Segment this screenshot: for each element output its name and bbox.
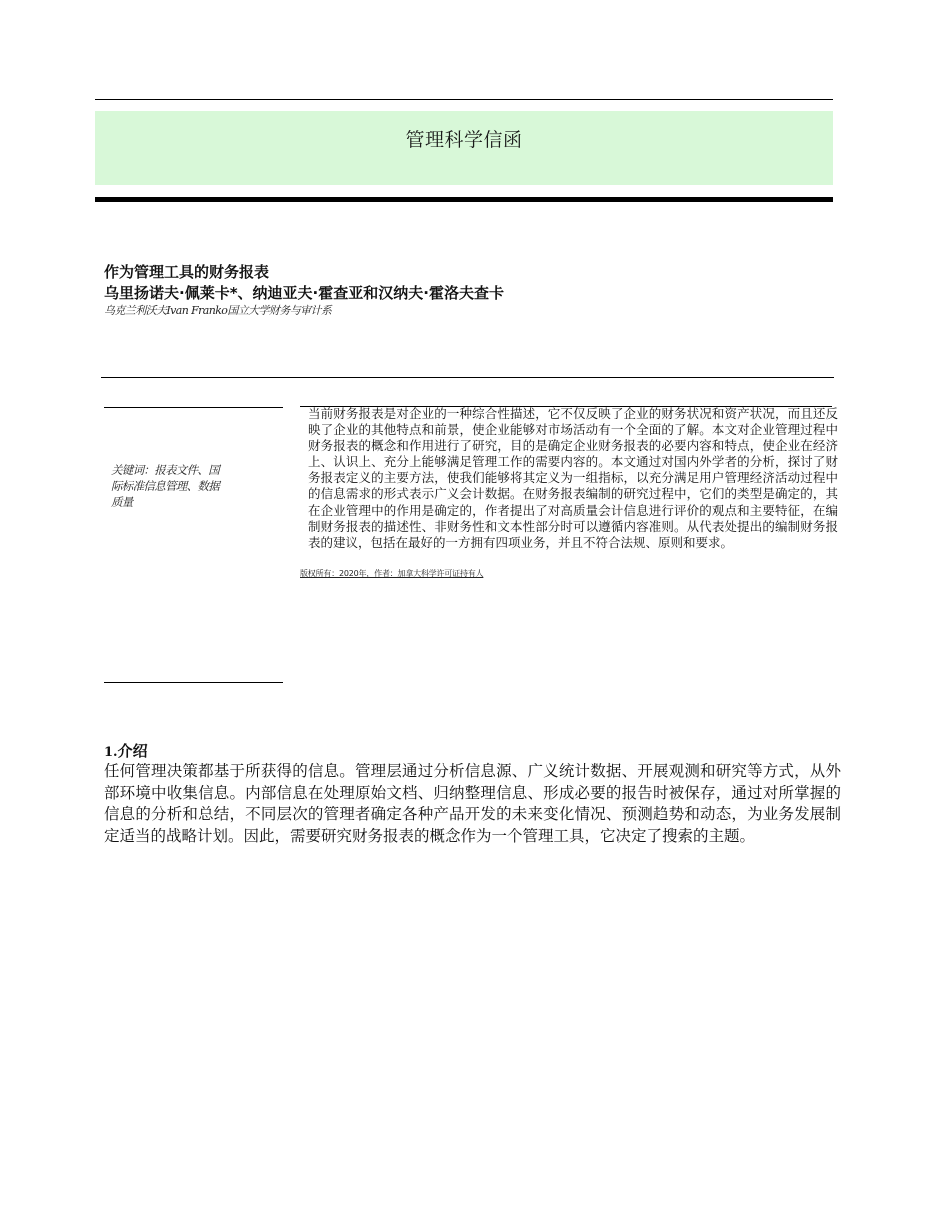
section-heading-introduction [104, 740, 148, 761]
section-heading-text: 介绍 [117, 742, 148, 760]
journal-header-band [95, 111, 833, 185]
introduction-paragraph: 任何管理决策都基于所获得的信息。管理层通过分析信息源、广义统计数据、开展观测和研究等方式，从外部环境中收集信息。内部信息在处理原始文档、归纳整理信息、形成必要的报告时被保存，通过对所掌握的信息的分析和总结，不同层次的管理者确定各种产品开发的未来变化情况、预测趋势和动态，为业务发展制定适当的战略计划。因此，需要研究财务报表的概念作为一个管理工具，它决定了搜索的主题。 [104, 762, 841, 845]
keywords: 关键词：报表文件、国际标准信息管理、数据质量 [111, 463, 219, 509]
keywords-bottom-rule [104, 682, 283, 683]
section-divider [101, 377, 834, 378]
article-authors: 乌里扬诺夫·佩莱卡*、纳迪亚夫·霍查亚和汉纳夫·霍洛夫查卡 [104, 284, 504, 302]
abstract-text: 当前财务报表是对企业的一种综合性描述，它不仅反映了企业的财务状况和资产状况，而且还反映了企业的其他特点和前景，使企业能够对市场活动有一个全面的了解。本文对企业管理过程中财务报表的概念和作用进行了研究，目的是确定企业财务报表的必要内容和特点，使企业在经济上、认识上、充分上能够满足管理工作的需要内容的。本文通过对国内外学者的分析，探讨了财务报表定义的主要方法，使我们能够将其定义为一组指标，以充分满足用户管理经济活动过程中的信息需求的形式表示广义会计数据。在财务报表编制的研究过程中，它们的类型是确定的，其在企业管理中的作用是确定的，作者提出了对高质量会计信息进行评价的观点和主要特征，在编制财务报表的描述性、非财务性和文本性部分时可以遵循内容准则。从代表处提出的编制财务报表的建议，包括在最好的一方拥有四项业务，并且不符合法规、原则和要求。 [308, 406, 838, 550]
keywords-top-rule [104, 407, 283, 408]
header-top-rule [95, 99, 833, 100]
article-title: 作为管理工具的财务报表 [104, 263, 270, 281]
section-number: 1. [104, 745, 118, 760]
header-thick-rule [95, 197, 833, 202]
article-affiliation: 乌克兰利沃夫Ivan Franko国立大学财务与审计系 [104, 304, 332, 317]
copyright-notice[interactable]: 版权所有：2020年，作者：加拿大科学许可证持有人 [300, 569, 484, 578]
journal-title: 管理科学信函 [405, 129, 523, 151]
